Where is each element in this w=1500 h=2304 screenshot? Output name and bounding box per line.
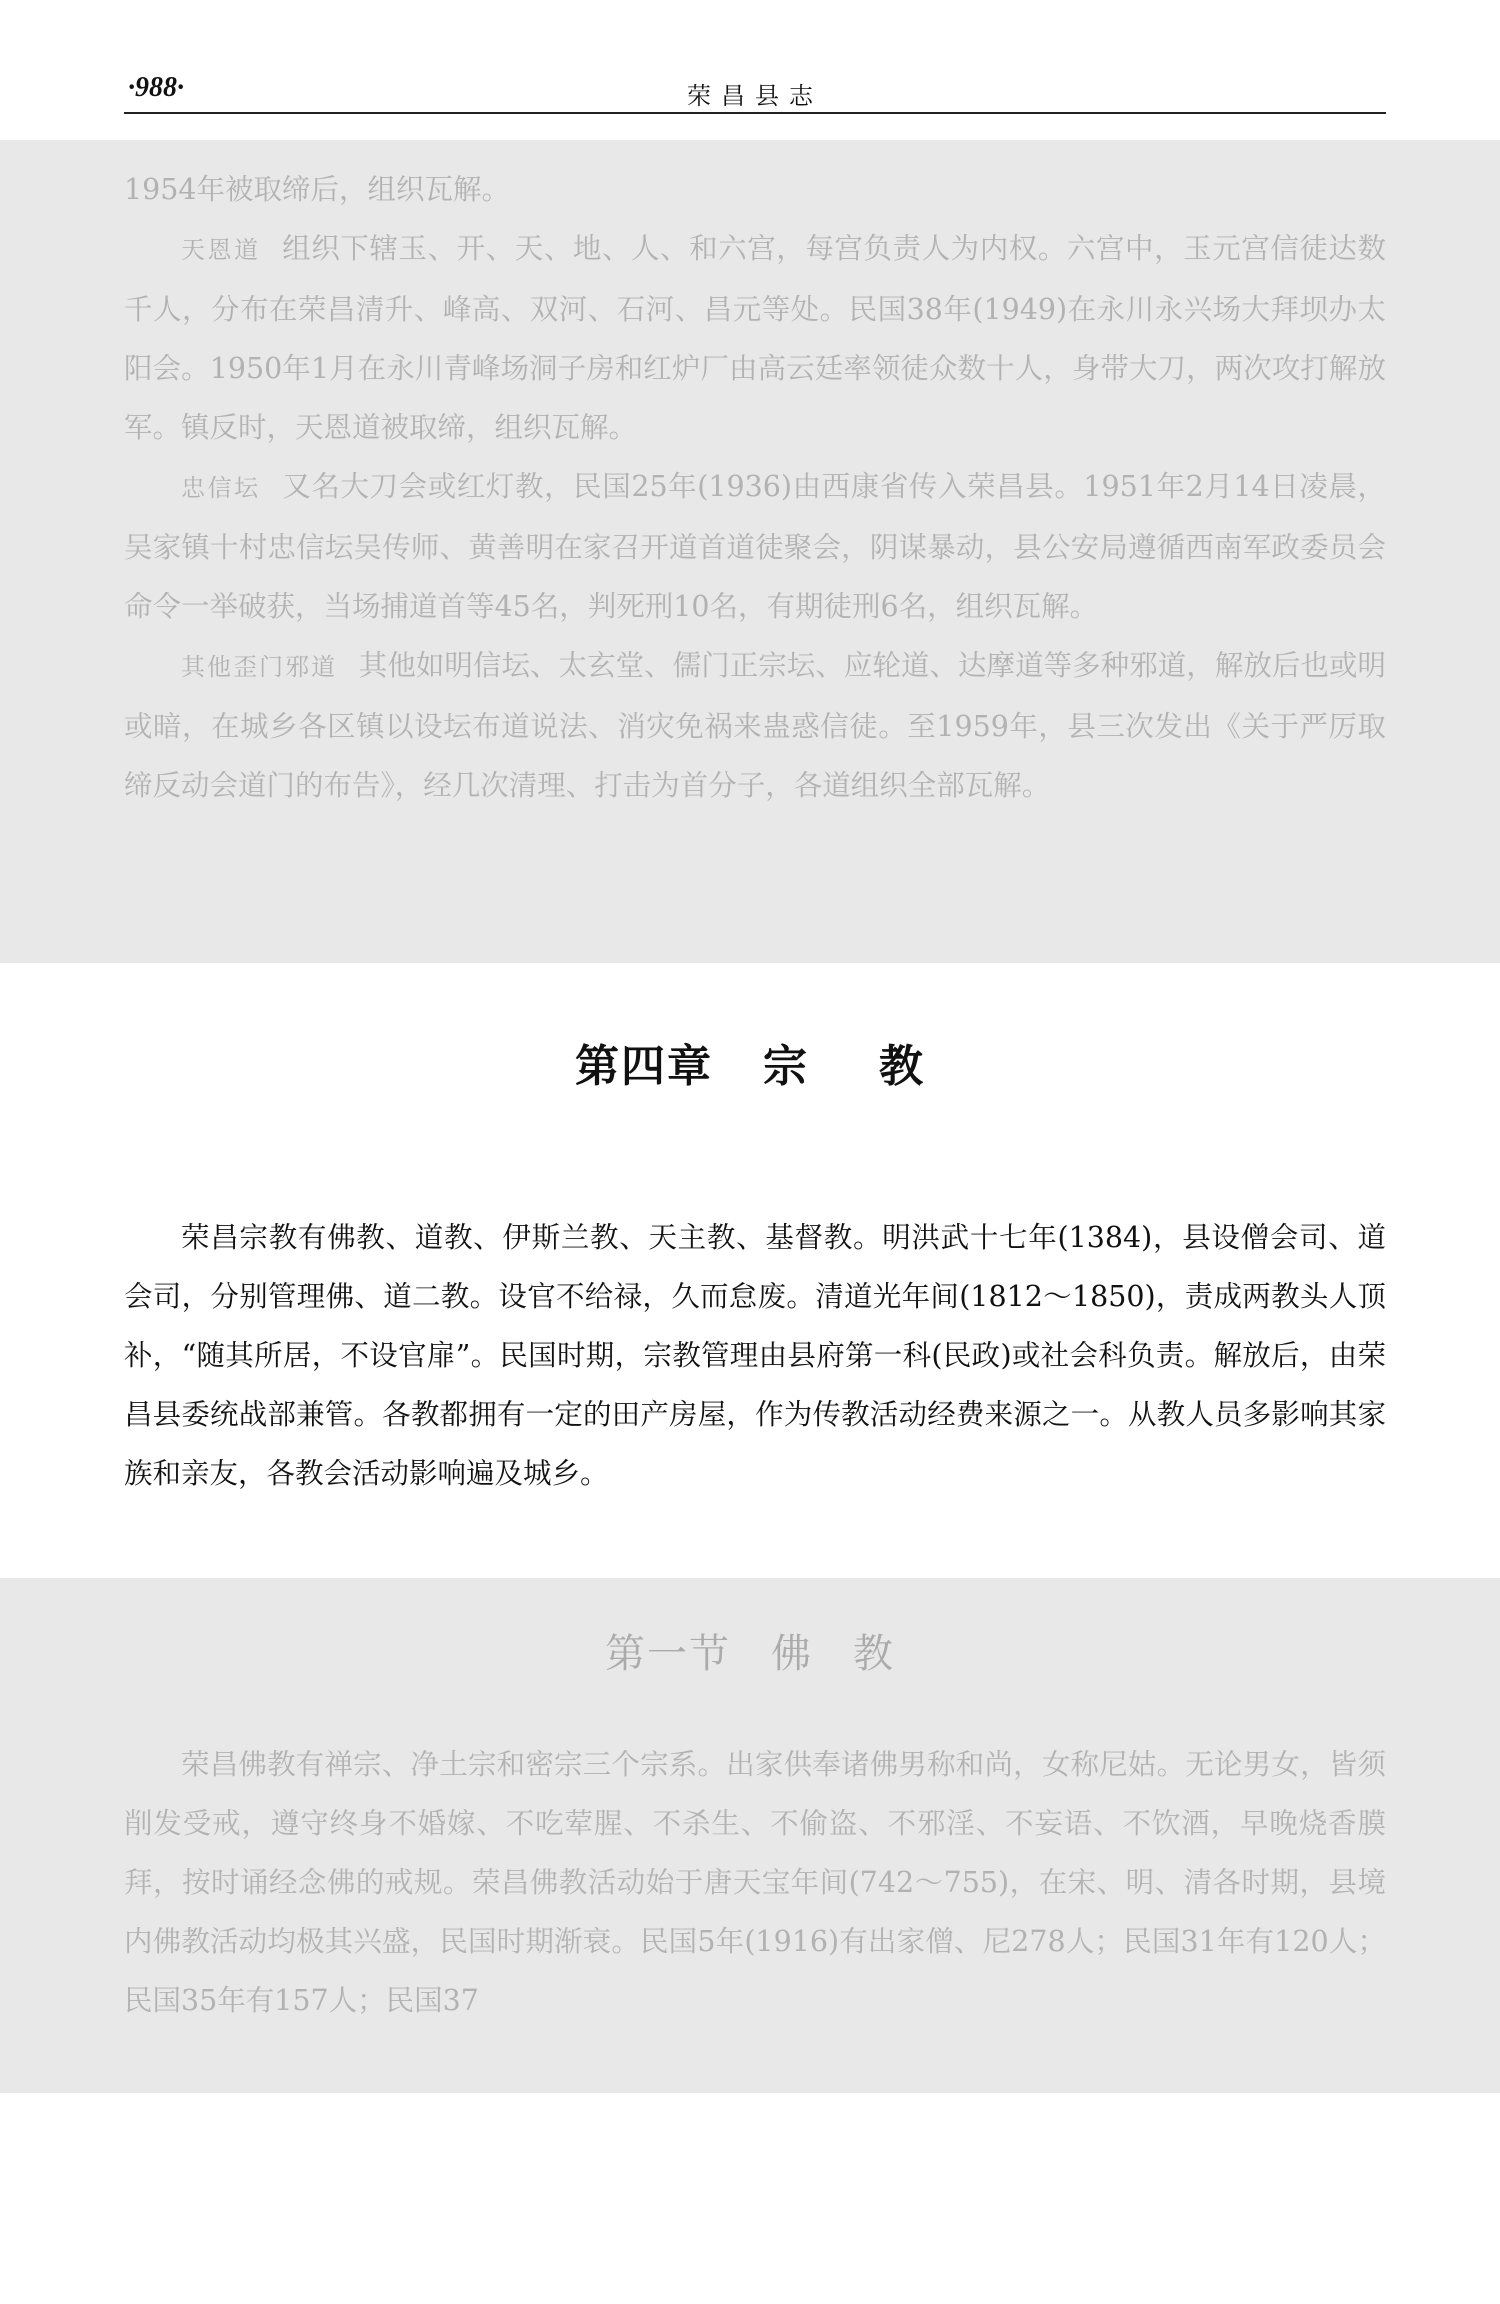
paragraph-term: 天恩道 — [181, 236, 261, 264]
faded-top-region — [0, 140, 1500, 963]
section-number: 第一节 — [605, 1631, 731, 1677]
chapter-title — [0, 1030, 1500, 1094]
section-paragraph: 荣昌佛教有禅宗、净土宗和密宗三个宗系。出家供奉诸佛男称和尚，女称尼姑。无论男女，皆须削发受戒，遵守终身不婚嫁、不吃荤腥、不杀生、不偷盗、不邪淫、不妄语、不饮酒，早晚烧香膜拜，按时诵经念佛的戒规。荣昌佛教活动始于唐天宝年间(742～755)，在宋、明、清各时期，县境内佛教活动均极其兴盛，民国时期渐衰。民国5年(1916)有出家僧、尼278人；民国31年有120人；民国35年有157人；民国37 — [124, 1748, 1386, 2017]
page-header — [124, 70, 1386, 114]
paragraph-text: 又名大刀会或红灯教，民国25年(1936)由西康省传入荣昌县。1951年2月14日凌晨，吴家镇十村忠信坛吴传师、黄善明在家召开道首道徒聚会，阴谋暴动，县公安局遵循西南军政委员会命令一举破获，当场捕道首等45名，判死刑10名，有期徒刑6名，组织瓦解。 — [124, 470, 1386, 623]
section-text-block — [124, 1735, 1386, 2030]
paragraph-other-sects — [124, 636, 1386, 815]
page-number: ·988· — [128, 72, 184, 103]
chapter-title-char-2: 教 — [879, 1041, 925, 1092]
paragraph-zhongxintan — [124, 457, 1386, 636]
paragraph-text: 其他如明信坛、太玄堂、儒门正宗坛、应轮道、达摩道等多种邪道，解放后也或明或暗，在城乡各区镇以设坛布道说法、消灾免祸来蛊惑信徒。至1959年，县三次发出《关于严厉取缔反动会道门的布告》，经几次清理、打击为首分子，各道组织全部瓦解。 — [124, 649, 1386, 802]
chapter-intro — [124, 1208, 1386, 1503]
paragraph-term: 忠信坛 — [181, 474, 261, 502]
paragraph-term: 其他歪门邪道 — [181, 653, 338, 681]
paragraph-text: 1954年被取缔后，组织瓦解。 — [124, 173, 511, 206]
top-text-block — [124, 160, 1386, 815]
chapter-title-char-1: 宗 — [763, 1041, 809, 1092]
paragraph-continuation — [124, 160, 1386, 219]
running-title: 荣昌县志 — [687, 82, 823, 110]
paragraph-tianendao — [124, 219, 1386, 457]
section-title — [0, 1622, 1500, 1679]
section-title-char-2: 教 — [853, 1631, 895, 1677]
paragraph-text: 组织下辖玉、开、天、地、人、和六宫，每宫负责人为内权。六宫中，玉元宫信徒达数千人，分布在荣昌清升、峰高、双河、石河、昌元等处。民国38年(1949)在永川永兴场大拜坝办太阳会。1950年1月在永川青峰场洞子房和红炉厂由高云廷率领徒众数十人，身带大刀，两次攻打解放军。镇反时，天恩道被取缔，组织瓦解。 — [124, 232, 1386, 444]
chapter-number: 第四章 — [575, 1041, 713, 1092]
chapter-intro-paragraph: 荣昌宗教有佛教、道教、伊斯兰教、天主教、基督教。明洪武十七年(1384)，县设僧会司、道会司，分别管理佛、道二教。设官不给禄，久而怠废。清道光年间(1812～1850)，责成两教头人顶补，“随其所居，不设官扉”。民国时期，宗教管理由县府第一科(民政)或社会科负责。解放后，由荣昌县委统战部兼管。各教都拥有一定的田产房屋，作为传教活动经费来源之一。从教人员多影响其家族和亲友，各教会活动影响遍及城乡。 — [124, 1221, 1386, 1490]
section-title-char-1: 佛 — [771, 1631, 813, 1677]
